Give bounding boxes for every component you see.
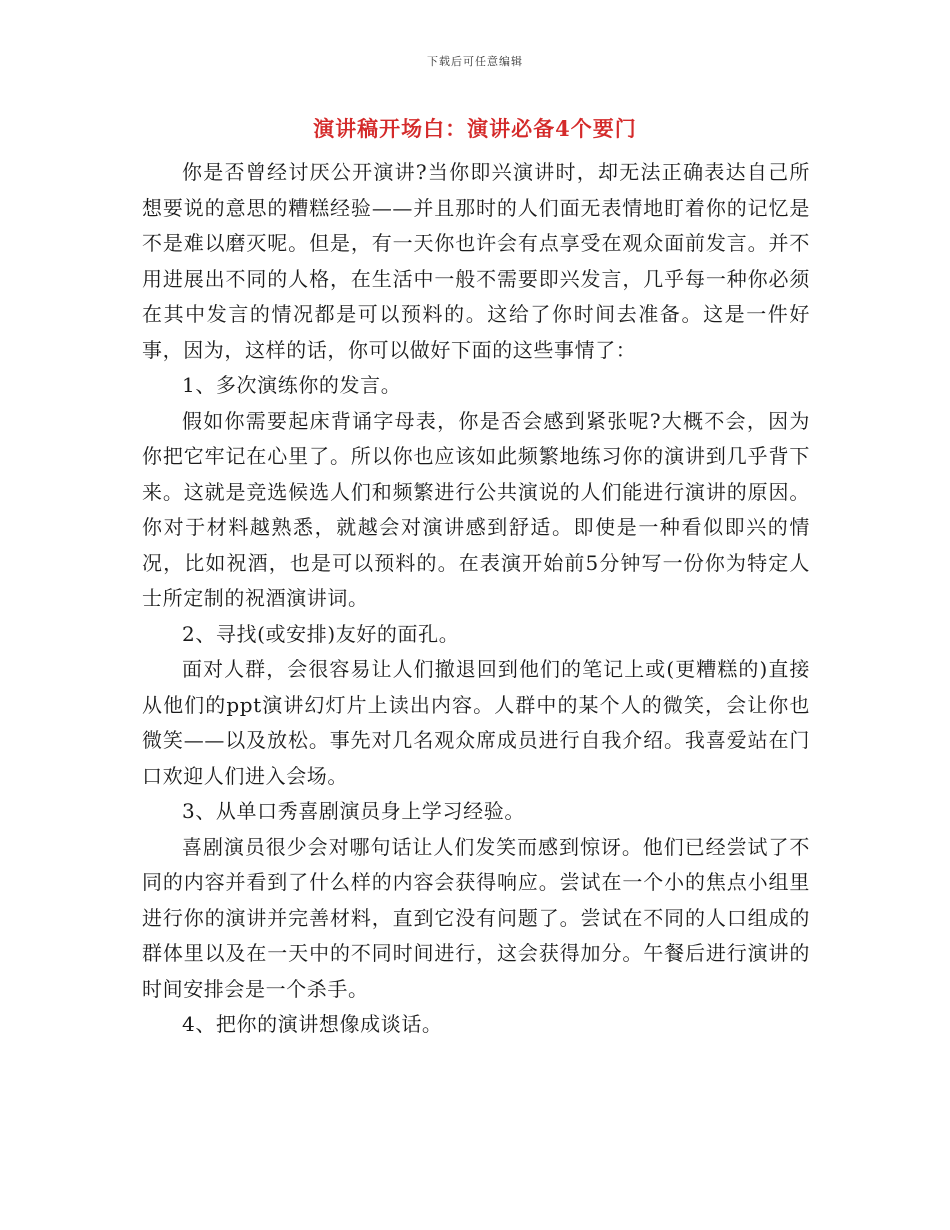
- section-heading-2: 2、寻找(或安排)友好的面孔。: [182, 621, 460, 646]
- section-paragraph-2: 面对人群，会很容易让人们撤退回到他们的笔记上或(更糟糕的)直接从他们的ppt演讲幻灯片上读出内容。人群中的某个人的微笑，会让你也微笑——以及放松。事先对几名观众席成员进行自我介绍。我喜爱站在门口欢迎人们进入会场。: [142, 657, 810, 788]
- document-body: [142, 155, 810, 1043]
- section-paragraph-3: 喜剧演员很少会对哪句话让人们发笑而感到惊讶。他们已经尝试了不同的内容并看到了什么样的内容会获得响应。尝试在一个小的焦点小组里进行你的演讲并完善材料，直到它没有问题了。尝试在不同的人口组成的群体里以及在一天中的不同时间进行，这会获得加分。午餐后进行演讲的时间安排会是一个杀手。: [142, 834, 810, 1001]
- section-heading-3: 3、从单口秀喜剧演员身上学习经验。: [182, 799, 525, 823]
- section-paragraph-1: 假如你需要起床背诵字母表，你是否会感到紧张呢?大概不会，因为你把它牢记在心里了。所以你也应该如此频繁地练习你的演讲到几乎背下来。这就是竞选候选人们和频繁进行公共演说的人们能进行演讲的原因。你对于材料越熟悉，就越会对演讲感到舒适。即使是一种看似即兴的情况，比如祝酒，也是可以预料的。在表演开始前5分钟写一份你为特定人士所定制的祝酒演讲词。: [142, 408, 810, 610]
- header-note: 下载后可任意编辑: [427, 55, 523, 68]
- intro-paragraph: 你是否曾经讨厌公开演讲?当你即兴演讲时，却无法正确表达自己所想要说的意思的糟糕经验——并且那时的人们面无表情地盯着你的记忆是不是难以磨灭呢。但是，有一天你也许会有点享受在观众面前发言。并不用进展出不同的人格，在生活中一般不需要即兴发言，几乎每一种你必须在其中发言的情况都是可以预料的。这给了你时间去准备。这是一件好事，因为，这样的话，你可以做好下面的这些事情了：: [142, 160, 810, 362]
- document-title: 演讲稿开场白：演讲必备4个要门: [313, 116, 637, 141]
- section-heading-4: 4、把你的演讲想像成谈话。: [182, 1012, 443, 1036]
- section-heading-1: 1、多次演练你的发言。: [182, 373, 402, 397]
